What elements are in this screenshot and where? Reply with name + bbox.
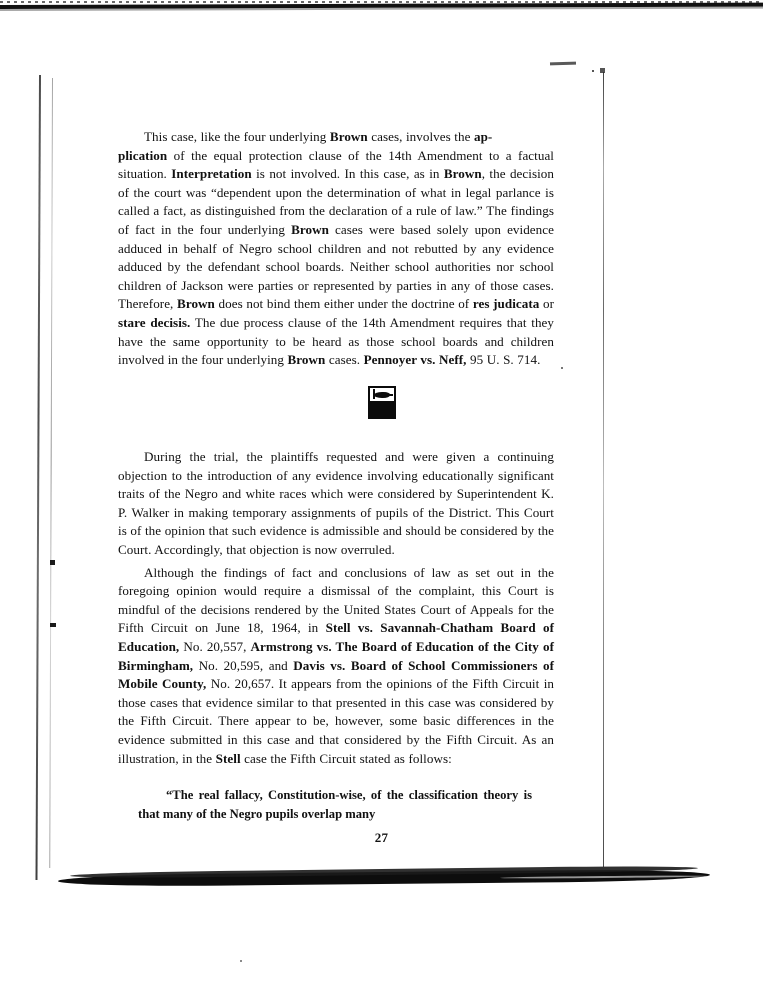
paragraph-continuing-objection: During the trial, the plaintiffs requested and were given a continuing objection to the introduction of any evidence involving educationally significant traits of the Negro and white races which were considered by Superintendent K. P. Walker in making temporary assignments of pupils of the District. This Court is of the opinion that such evidence is admissible and should be considered by the Court. Accordingly, that objection is now overruled. [118, 449, 554, 557]
page-edge-corner-nick [600, 68, 605, 73]
right-margin-speck [561, 367, 563, 369]
paragraph-fifth-circuit: Although the findings of fact and conclusions of law as set out in the foregoing opinion would require a dismissal of the complaint, this Court is mindful of the decisions rendered by the United States Court of Appeals for the Fifth Circuit on June 18, 1964, in Stell vs. Savannah-Chatham Board of Education, No. 20,557, Armstrong vs. The Board of Education of the City of Birmingham, No. 20,595, and Davis vs. Board of School Commissioners of Mobile County, No. 20,657. It appears from the opinions of the Fifth Circuit in those cases that evidence similar to that presented in this case was considered by the Fifth Circuit. There appear to be, however, some basic differences in the evidence submitted in this case and that considered by the Fifth Circuit. As an illustration, in the Stell case the Fifth Circuit stated as follows: [118, 564, 554, 766]
gutter-speck-upper [50, 560, 55, 565]
margin-dash-artifact [550, 62, 576, 66]
ornament-tail [388, 394, 393, 396]
page-edge-speck [592, 70, 594, 72]
gutter-speck-lower [50, 623, 56, 627]
bottom-margin-speck [240, 960, 242, 962]
section-ornament-wrap [0, 386, 763, 419]
body-text-upper [118, 128, 554, 370]
paragraph-brown-cases: This case, like the four underlying Brown cases, involves the ap- plication of the equal protection clause of the 14th Amendment to a factual situation. Interpretation is not involved. In this case, as in Brown, the decision of the court was “dependent upon the determination of what in legal parlance is called a fact, as distinguished from the declaration of a rule of law.” The findings of fact in the four underlying Brown cases were based solely upon evidence adduced in behalf of Negro school children and not rebutted by any evidence adduced by the defendant school boards. Neither school authorities nor school children of Jackson were parties or represented by parties in any of those cases. Therefore, Brown does not bind them either under the doctrine of res judicata or stare decisis. The due process clause of the 14th Amendment requires that they have the same opportunity to be heard as those school boards and children involved in the four underlying Brown cases. Pennoyer vs. Neff, 95 U. S. 714. [118, 129, 555, 368]
page-edge-right-line [603, 72, 604, 867]
blockquote-stell-excerpt: “The real fallacy, Constitution-wise, of the classification theory is that many of the Negro pupils overlap many [138, 788, 532, 821]
body-text-lower [118, 448, 554, 823]
printers-ornament-icon [368, 386, 396, 419]
binding-gutter-line-inner [49, 78, 53, 868]
binding-gutter-line-outer [35, 75, 41, 880]
page-number: 27 [374, 830, 389, 845]
